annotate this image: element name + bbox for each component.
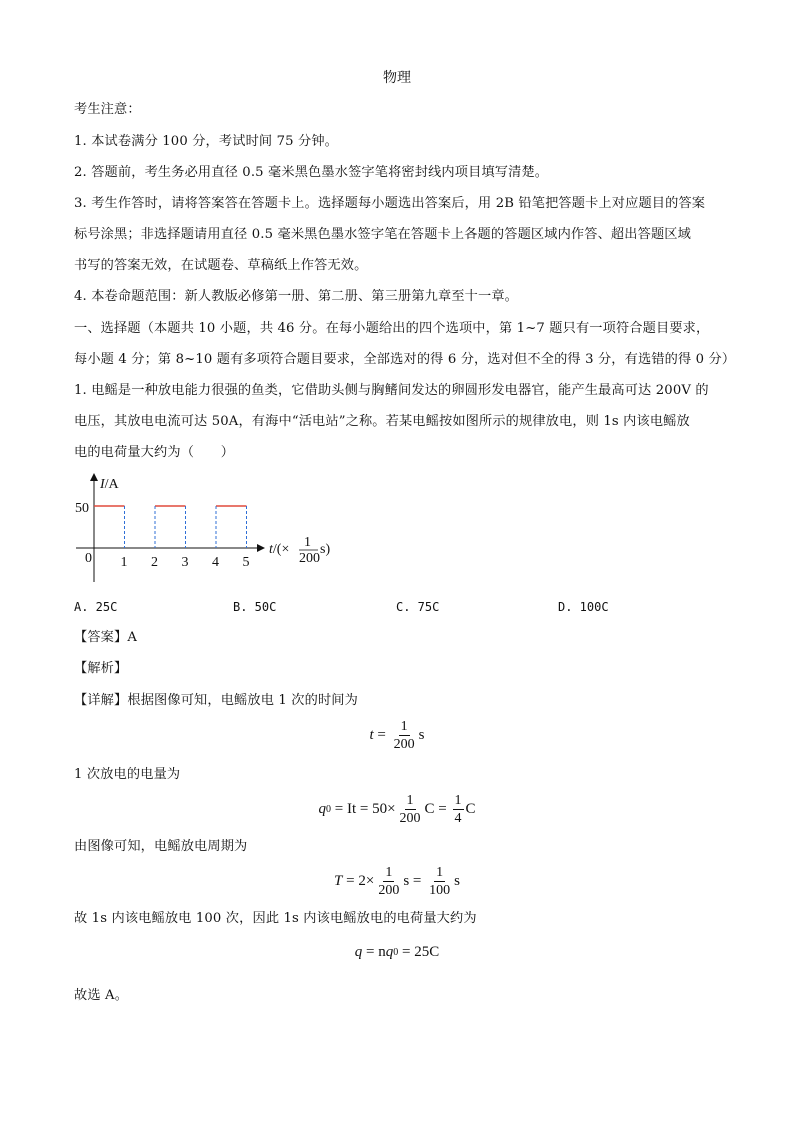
eq1-eqsign: = — [373, 727, 390, 743]
eq1-unit: s — [418, 727, 425, 743]
eq3-den2: 100 — [429, 883, 451, 898]
detail-text: 根据图像可知，电鳐放电 1 次的时间为 — [127, 693, 358, 708]
section-heading: 一、选择题（本题共 10 小题，共 46 分。在每小题给出的四个选项中，第 1~7 题只有一项符合题目要求， — [74, 321, 710, 336]
eq2-den1: 200 — [399, 811, 421, 826]
x-tick-label-3: 3 — [181, 555, 189, 570]
x-tick-label-5: 5 — [242, 555, 250, 570]
eq2-den2: 4 — [454, 811, 462, 826]
equation-period — [0, 865, 794, 898]
answer-label: 【答案】 — [74, 630, 128, 645]
answer-row — [74, 629, 137, 647]
conclusion-text: 故选 A。 — [74, 988, 129, 1003]
eq2-mid: = It = 50× — [330, 801, 396, 817]
eq3-den1: 200 — [378, 883, 400, 898]
question-text-cont: 电压，其放电电流可达 50A，有海中“活电站”之称。若某电鳐按如图所示的规律放电，则 1s 内该电鳐放 — [74, 414, 690, 429]
eq4-sub: 0 — [393, 947, 399, 958]
notice-item-4: 4. 本卷命题范围：新人教版必修第一册、第二册、第三册第九章至十一章。 — [74, 289, 519, 304]
y-tick-label: 50 — [75, 501, 89, 516]
eq2-fraction-1 — [398, 793, 423, 826]
period-text: 由图像可知，电鳐放电周期为 — [74, 839, 248, 854]
eq3-unit: s — [454, 873, 460, 889]
charge-text: 1 次放电的电量为 — [74, 767, 181, 782]
equation-time — [0, 719, 794, 752]
eq2-num2: 1 — [454, 793, 462, 808]
analysis-label: 【解析】 — [74, 661, 128, 676]
eq3-num1: 1 — [385, 865, 393, 880]
notice-item-2: 2. 答题前，考生务必用直径 0.5 毫米黑色墨水签字笔将密封线内项目填写清楚。 — [74, 165, 549, 180]
detail-label: 【详解】 — [74, 693, 128, 708]
x-axis-label-prefix: t/(× — [269, 542, 290, 557]
eq2-unit: C — [465, 801, 476, 817]
notice-item-3: 3. 考生作答时，请将答案答在答题卡上。选择题每小题选出答案后，用 2B 铅笔把答题卡上对应题目的答案 — [74, 196, 706, 211]
question-text-end: 电的电荷量大约为（ ） — [74, 445, 235, 460]
option-d: D. 100C — [558, 600, 609, 614]
eq3-mid: = 2× — [342, 873, 375, 889]
page-title: 物理 — [383, 70, 411, 86]
eq2-q: q — [318, 801, 326, 817]
option-a: A. 25C — [74, 600, 118, 614]
eq3-mid2: s = — [403, 873, 426, 889]
eq1-lhs: t — [369, 727, 374, 743]
notice-item-3-end: 书写的答案无效，在试题卷、草稿纸上作答无效。 — [74, 258, 368, 273]
x-axis-label-num: 1 — [304, 535, 311, 550]
x-axis-label-suffix: s) — [320, 542, 331, 557]
option-b: B. 50C — [233, 600, 277, 614]
eq2-sub: 0 — [325, 804, 331, 815]
eq3-fraction-2 — [427, 865, 452, 898]
option-c: C. 75C — [396, 600, 440, 614]
x-axis-label-den: 200 — [299, 551, 320, 566]
x-tick-label-1: 1 — [120, 555, 128, 570]
eq2-num1: 1 — [406, 793, 414, 808]
eq1-den: 200 — [393, 737, 415, 752]
eq4-mid: = n — [362, 944, 386, 960]
current-time-chart — [72, 470, 372, 588]
eq4-q: q — [385, 944, 394, 960]
equation-total — [0, 944, 794, 961]
eq3-lhs: T — [334, 873, 343, 889]
eq4-rhs: = 25C — [398, 944, 440, 960]
eq4-lhs: q — [354, 944, 363, 960]
eq1-num: 1 — [400, 719, 408, 734]
answer-value: A — [127, 630, 138, 645]
notice-heading: 考生注意： — [74, 102, 141, 117]
eq1-fraction — [392, 719, 417, 752]
question-text: 1. 电鳐是一种放电能力很强的鱼类，它借助头侧与胸鳍间发达的卵圆形发电器官，能产生最高可达 200V 的 — [74, 383, 709, 398]
count-text: 故 1s 内该电鳐放电 100 次，因此 1s 内该电鳐放电的电荷量大约为 — [74, 911, 477, 926]
origin-label: 0 — [85, 551, 92, 566]
eq3-fraction-1 — [376, 865, 401, 898]
eq2-fraction-2 — [453, 793, 464, 826]
eq3-num2: 1 — [436, 865, 444, 880]
y-axis-label: I/A — [100, 477, 119, 492]
equation-charge — [0, 793, 794, 826]
eq2-mid2: C = — [424, 801, 451, 817]
x-tick-label-2: 2 — [151, 555, 158, 570]
x-tick-label-4: 4 — [212, 555, 219, 570]
notice-item-1: 1. 本试卷满分 100 分，考试时间 75 分钟。 — [74, 134, 339, 149]
detail-row — [74, 692, 358, 710]
section-heading-cont: 每小题 4 分；第 8~10 题有多项符合题目要求，全部选对的得 6 分，选对但不全的得 3 分，有选错的得 0 分） — [74, 352, 736, 367]
notice-item-3-cont: 标号涂黑；非选择题请用直径 0.5 毫米黑色墨水签字笔在答题卡上各题的答题区域内作答、超出答题区域 — [74, 227, 691, 242]
